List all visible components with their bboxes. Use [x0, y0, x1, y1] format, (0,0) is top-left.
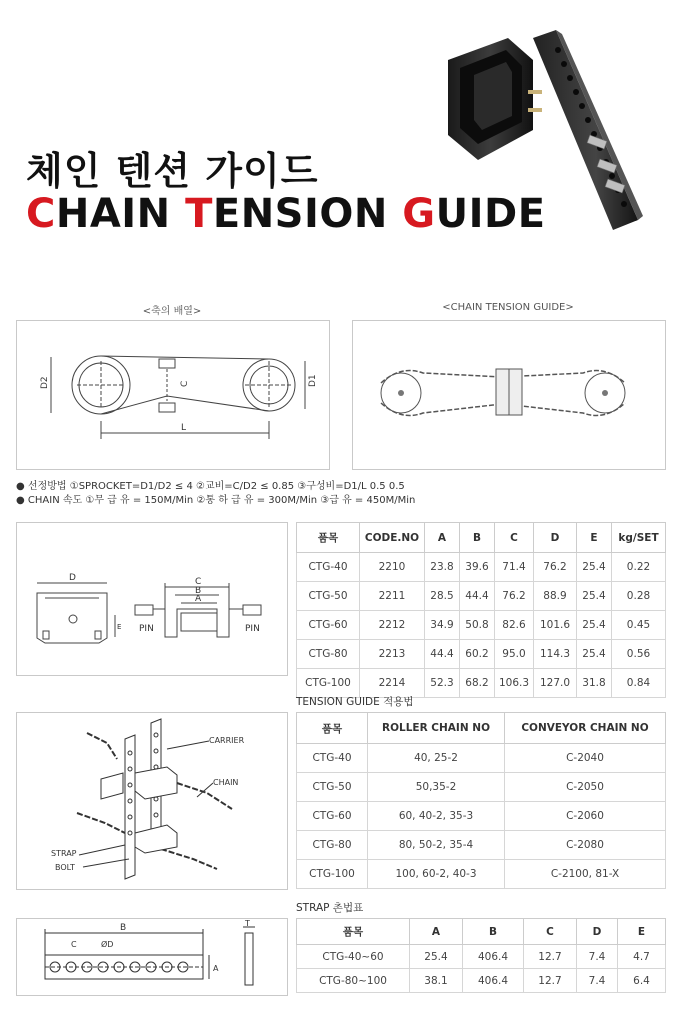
cell: 2210 [360, 553, 425, 582]
cell: CTG-60 [297, 802, 368, 831]
cell: CTG-80 [297, 640, 360, 669]
label-bolt: BOLT [55, 863, 75, 872]
cell: CTG-40 [297, 553, 360, 582]
cell: 100, 60-2, 40-3 [368, 860, 505, 889]
title-en-part: G [402, 191, 436, 237]
title-en-part: C [26, 191, 56, 237]
label-e: E [117, 623, 122, 631]
cell: 101.6 [534, 611, 577, 640]
label-a: A [195, 594, 202, 604]
application-diagram [17, 713, 287, 889]
cell: 60, 40-2, 35-3 [368, 802, 505, 831]
cell: 44.4 [460, 582, 495, 611]
cell: 23.8 [425, 553, 460, 582]
cell: 0.22 [612, 553, 666, 582]
cell: CTG-40 [297, 744, 368, 773]
col-header: D [577, 919, 618, 945]
cell: 38.1 [410, 969, 463, 993]
cell: 71.4 [495, 553, 534, 582]
cell: 2214 [360, 669, 425, 698]
cell: 2213 [360, 640, 425, 669]
col-header: C [495, 523, 534, 553]
cell: 25.4 [577, 582, 612, 611]
cell: 2212 [360, 611, 425, 640]
col-header: CODE.NO [360, 523, 425, 553]
dimension-diagram [17, 523, 287, 675]
cell: 60.2 [460, 640, 495, 669]
cell: 52.3 [425, 669, 460, 698]
cell: 114.3 [534, 640, 577, 669]
cell: 25.4 [577, 611, 612, 640]
col-header: ROLLER CHAIN NO [368, 713, 505, 744]
label-d2: D2 [40, 376, 50, 389]
cell: 0.84 [612, 669, 666, 698]
cell: 2211 [360, 582, 425, 611]
cell: CTG-80 [297, 831, 368, 860]
cell: 39.6 [460, 553, 495, 582]
strap-section-title: STRAP 촌법표 [296, 902, 364, 914]
speed-note: ● CHAIN 속도 ①무 급 유 = 150M/Min ②통 하 급 유 = 300M/Min ③급 유 = 450M/Min [16, 495, 416, 506]
label-c: C [71, 940, 77, 949]
label-strap: STRAP [51, 849, 77, 858]
cell: 31.8 [577, 669, 612, 698]
cell: 76.2 [534, 553, 577, 582]
strap-diagram-box [16, 918, 288, 996]
cell: 406.4 [463, 945, 524, 969]
dimension-diagram-box [16, 522, 288, 676]
col-header: E [577, 523, 612, 553]
cell: C-2080 [505, 831, 666, 860]
cell: 44.4 [425, 640, 460, 669]
cell: 0.45 [612, 611, 666, 640]
title-en-part: ENSION [212, 191, 403, 237]
cell: CTG-100 [297, 860, 368, 889]
col-header: 품목 [297, 919, 410, 945]
cell: 12.7 [524, 945, 577, 969]
cell: CTG-50 [297, 773, 368, 802]
cell: CTG-60 [297, 611, 360, 640]
cell: 76.2 [495, 582, 534, 611]
table-row [297, 640, 666, 669]
application-section-title: TENSION GUIDE 적용법 [296, 696, 414, 708]
table-row [297, 860, 666, 889]
selection-note: ● 선정방법 ①SPROCKET=D1/D2 ≤ 4 ②교비=C/D2 ≤ 0.85 ③구성비=D1/L 0.5 0.5 [16, 481, 405, 492]
cell: 12.7 [524, 969, 577, 993]
title-en-part: UIDE [435, 191, 546, 237]
label-b: B [120, 923, 127, 933]
strap-diagram [17, 919, 287, 995]
cell: 406.4 [463, 969, 524, 993]
label-od: ØD [101, 940, 114, 949]
col-header: E [618, 919, 666, 945]
table-row [297, 831, 666, 860]
label-b: B [195, 586, 202, 596]
table-row [297, 553, 666, 582]
cell: 25.4 [577, 553, 612, 582]
axis-caption: <축의 배열> [142, 306, 202, 317]
table-row [297, 969, 666, 993]
table-row [297, 802, 666, 831]
label-chain: CHAIN [213, 778, 239, 787]
cell: 34.9 [425, 611, 460, 640]
cell: CTG-40~60 [297, 945, 410, 969]
cell: C-2100, 81-X [505, 860, 666, 889]
label-a: A [213, 964, 219, 973]
table-row [297, 611, 666, 640]
title-en-part: HAIN [55, 191, 186, 237]
label-carrier: CARRIER [209, 736, 245, 745]
cell: 127.0 [534, 669, 577, 698]
col-header: kg/SET [612, 523, 666, 553]
col-header: CONVEYOR CHAIN NO [505, 713, 666, 744]
cell: 88.9 [534, 582, 577, 611]
cell: 25.4 [410, 945, 463, 969]
cell: 4.7 [618, 945, 666, 969]
col-header: D [534, 523, 577, 553]
cell: CTG-50 [297, 582, 360, 611]
cell: 106.3 [495, 669, 534, 698]
cell: 68.2 [460, 669, 495, 698]
guide-diagram-box [352, 320, 666, 470]
title-korean: 체인 텐션 가이드 [26, 149, 319, 193]
application-diagram-box [16, 712, 288, 890]
label-pin-left: PIN [139, 624, 154, 634]
table-row [297, 582, 666, 611]
strap-table [296, 918, 666, 993]
axis-diagram [17, 321, 329, 469]
col-header: B [463, 919, 524, 945]
cell: 0.56 [612, 640, 666, 669]
guide-diagram [353, 321, 665, 469]
col-header: A [425, 523, 460, 553]
cell: 80, 50-2, 35-4 [368, 831, 505, 860]
cell: 50,35-2 [368, 773, 505, 802]
cell: C-2060 [505, 802, 666, 831]
guide-caption: <CHAIN TENSION GUIDE> [442, 302, 574, 313]
cell: 82.6 [495, 611, 534, 640]
label-d: D [69, 573, 76, 583]
cell: 0.28 [612, 582, 666, 611]
cell: CTG-100 [297, 669, 360, 698]
table-row [297, 744, 666, 773]
col-header: 품목 [297, 713, 368, 744]
product-photo [435, 20, 658, 242]
label-pin-right: PIN [245, 624, 260, 634]
label-c: C [195, 577, 202, 587]
spec-table [296, 522, 666, 698]
cell: CTG-80~100 [297, 969, 410, 993]
col-header: 품목 [297, 523, 360, 553]
cell: 95.0 [495, 640, 534, 669]
axis-diagram-box [16, 320, 330, 470]
cell: 40, 25-2 [368, 744, 505, 773]
col-header: B [460, 523, 495, 553]
selection-notes [16, 480, 415, 508]
title-en-part: T [185, 191, 213, 237]
label-d1: D1 [308, 374, 318, 387]
label-c: C [180, 380, 190, 387]
cell: 7.4 [577, 945, 618, 969]
label-l: L [181, 423, 187, 433]
cell: 7.4 [577, 969, 618, 993]
table-row [297, 773, 666, 802]
col-header: C [524, 919, 577, 945]
cell: 50.8 [460, 611, 495, 640]
table-row [297, 945, 666, 969]
application-table [296, 712, 666, 889]
label-t: T [245, 919, 250, 928]
cell: C-2040 [505, 744, 666, 773]
cell: 25.4 [577, 640, 612, 669]
col-header: A [410, 919, 463, 945]
cell: 28.5 [425, 582, 460, 611]
cell: C-2050 [505, 773, 666, 802]
cell: 6.4 [618, 969, 666, 993]
